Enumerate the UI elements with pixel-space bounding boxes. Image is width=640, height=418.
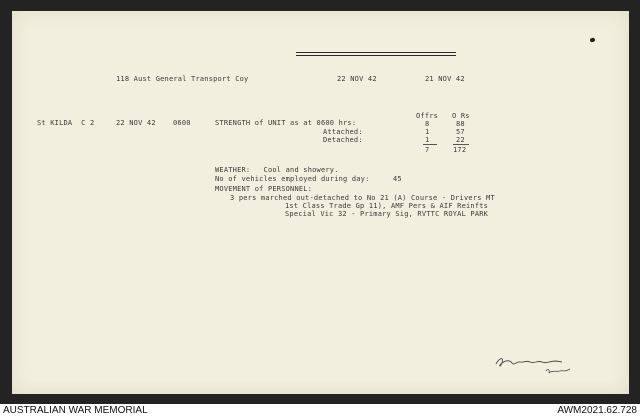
footer-archive-name: AUSTRALIAN WAR MEMORIAL: [3, 405, 148, 416]
entry-place: St KILDA C 2: [37, 119, 95, 127]
header-rule-top: [296, 52, 456, 53]
col-ors-header: O Rs: [452, 112, 470, 120]
total-ors: 172: [453, 146, 467, 154]
date-header-2: 21 NOV 42: [425, 75, 465, 83]
strength-row-ors: 88: [456, 120, 465, 128]
entry-time: 0600: [173, 119, 191, 127]
weather-line: WEATHER: Cool and showery.: [215, 166, 339, 174]
header-rule-bottom: [296, 55, 456, 56]
footer-bar: [0, 404, 640, 418]
col-offrs-header: Offrs: [416, 112, 439, 120]
total-rule-ors: [453, 144, 469, 145]
vehicles-label: No of vehicles employed during day:: [215, 175, 370, 183]
movement-line-1: 3 pers marched out-detached to No 21 (A) Course - Drivers MT: [230, 194, 495, 202]
attached-label: Attached:: [323, 128, 363, 136]
detached-offrs: 1: [425, 136, 430, 144]
strength-label: STRENGTH of UNIT as at 0600 hrs:: [215, 119, 357, 127]
strength-row-offrs: 8: [425, 120, 430, 128]
detached-ors: 22: [456, 136, 465, 144]
total-offrs: 7: [425, 146, 430, 154]
movement-line-2: 1st Class Trade Gp 11), AMF Pers & AIF Reinfts: [285, 202, 489, 210]
handwritten-signature: [490, 352, 585, 382]
attached-ors: 57: [456, 128, 465, 136]
unit-name: 118 Aust General Transport Coy: [116, 75, 249, 83]
total-rule-offrs: [423, 144, 437, 145]
detached-label: Detached:: [323, 136, 363, 144]
movement-heading: MOVEMENT of PERSONNEL:: [215, 185, 313, 193]
entry-date: 22 NOV 42: [116, 119, 156, 127]
footer-record-id: AWM2021.62.728: [557, 405, 637, 416]
date-header-1: 22 NOV 42: [337, 75, 377, 83]
movement-line-3: Special Vic 32 - Primary Sig, RVTTC ROYAL PARK: [285, 210, 489, 218]
attached-offrs: 1: [425, 128, 430, 136]
vehicles-value: 45: [393, 175, 402, 183]
